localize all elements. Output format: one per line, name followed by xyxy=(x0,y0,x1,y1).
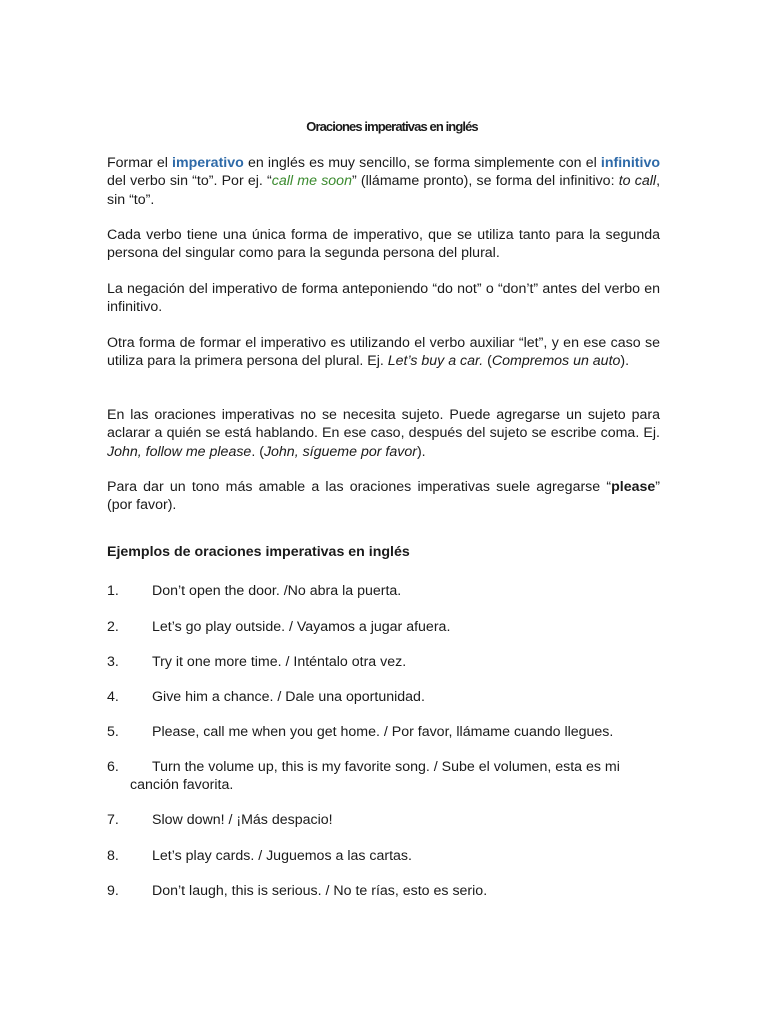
p6-text-2: ” (por favor). xyxy=(107,479,660,514)
list-item-text: Don’t laugh, this is serious. / No te rías, esto es serio. xyxy=(152,883,488,899)
document-title: Oraciones imperativas en inglés xyxy=(306,119,478,134)
list-item xyxy=(107,847,660,865)
list-item-text: Please, call me when you get home. / Por favor, llámame cuando llegues. xyxy=(152,724,614,740)
list-item xyxy=(107,758,660,795)
list-item xyxy=(107,882,660,900)
paragraph-please xyxy=(107,478,660,515)
list-item-text-continuation: canción favorita. xyxy=(130,777,234,794)
list-item-number: 5. xyxy=(107,724,119,740)
p1-text-4: ” (llámame pronto), se forma del infinitivo: xyxy=(351,173,619,190)
list-item xyxy=(107,811,660,829)
p1-text-2: en inglés es muy sencillo, se forma simplemente con el xyxy=(243,155,601,171)
p5-text-2: . ( xyxy=(251,443,264,460)
p4-text-3: ). xyxy=(620,353,630,370)
list-item-number: 9. xyxy=(107,883,119,899)
paragraph-imperative-intro xyxy=(107,154,660,209)
translation-compremos-un-auto: Compremos un auto xyxy=(491,353,621,370)
list-item xyxy=(107,618,660,636)
keyword-infinitivo: infinitivo xyxy=(600,155,660,171)
p5-text-1: En las oraciones imperativas no se necesita sujeto. Puede agregarse un sujeto para aclarar a quién se está hablando. En ese caso, después del sujeto se escribe coma. Ej. xyxy=(107,407,660,442)
p6-text-1: Para dar un tono más amable a las oraciones imperativas suele agregarse “ xyxy=(107,479,612,495)
list-item xyxy=(107,688,660,706)
list-item-text: Let’s play cards. / Juguemos a las cartas. xyxy=(152,848,412,864)
list-item-text: Don’t open the door. /No abra la puerta. xyxy=(152,583,402,599)
p4-text-1: Otra forma de formar el imperativo es utilizando el verbo auxiliar “let”, y en ese caso se utiliza para la primera persona del plural. Ej. xyxy=(107,335,660,370)
p4-text-2: ( xyxy=(483,353,492,370)
list-item-number: 2. xyxy=(107,619,119,635)
paragraph-let xyxy=(107,334,660,371)
p5-text-3: ). xyxy=(416,443,426,460)
p1-text-1: Formar el xyxy=(107,155,173,171)
translation-john-sigueme: John, sígueme por favor xyxy=(263,443,417,460)
list-item-number: 4. xyxy=(107,689,119,705)
list-item-number: 3. xyxy=(107,654,119,670)
list-item-number: 8. xyxy=(107,848,119,864)
keyword-please: please xyxy=(611,479,656,495)
list-item-text: Turn the volume up, this is my favorite song. / Sube el volumen, esta es mi xyxy=(152,759,620,775)
p1-text-3: del verbo sin “to”. Por ej. “ xyxy=(107,173,272,190)
list-item-text: Let’s go play outside. / Vayamos a jugar afuera. xyxy=(152,619,451,635)
example-john-follow-me: John, follow me please xyxy=(107,443,252,460)
paragraph-subject xyxy=(107,406,660,461)
examples-heading: Ejemplos de oraciones imperativas en inglés xyxy=(107,544,410,560)
list-item xyxy=(107,723,660,741)
list-item-number: 6. xyxy=(107,759,119,775)
p1-text-5: , sin “to”. xyxy=(107,173,661,208)
list-item-text: Give him a chance. / Dale una oportunidad. xyxy=(152,689,425,705)
paragraph-negation: La negación del imperativo de forma anteponiendo “do not” o “don’t” antes del verbo en infinitivo. xyxy=(107,281,660,316)
list-item-number: 1. xyxy=(107,583,119,599)
example-to-call: to call xyxy=(618,173,657,190)
paragraph-single-form: Cada verbo tiene una única forma de imperativo, que se utiliza tanto para la segunda persona del singular como para la segunda persona del plural. xyxy=(107,227,660,262)
list-item xyxy=(107,653,660,671)
list-item xyxy=(107,582,660,600)
list-item-text: Try it one more time. / Inténtalo otra vez. xyxy=(152,654,407,670)
example-call-me-soon: call me soon xyxy=(271,173,352,190)
keyword-imperativo: imperativo xyxy=(172,155,244,171)
example-lets-buy-a-car: Let’s buy a car. xyxy=(387,353,484,370)
list-item-number: 7. xyxy=(107,812,119,828)
list-item-text: Slow down! / ¡Más despacio! xyxy=(152,812,333,828)
